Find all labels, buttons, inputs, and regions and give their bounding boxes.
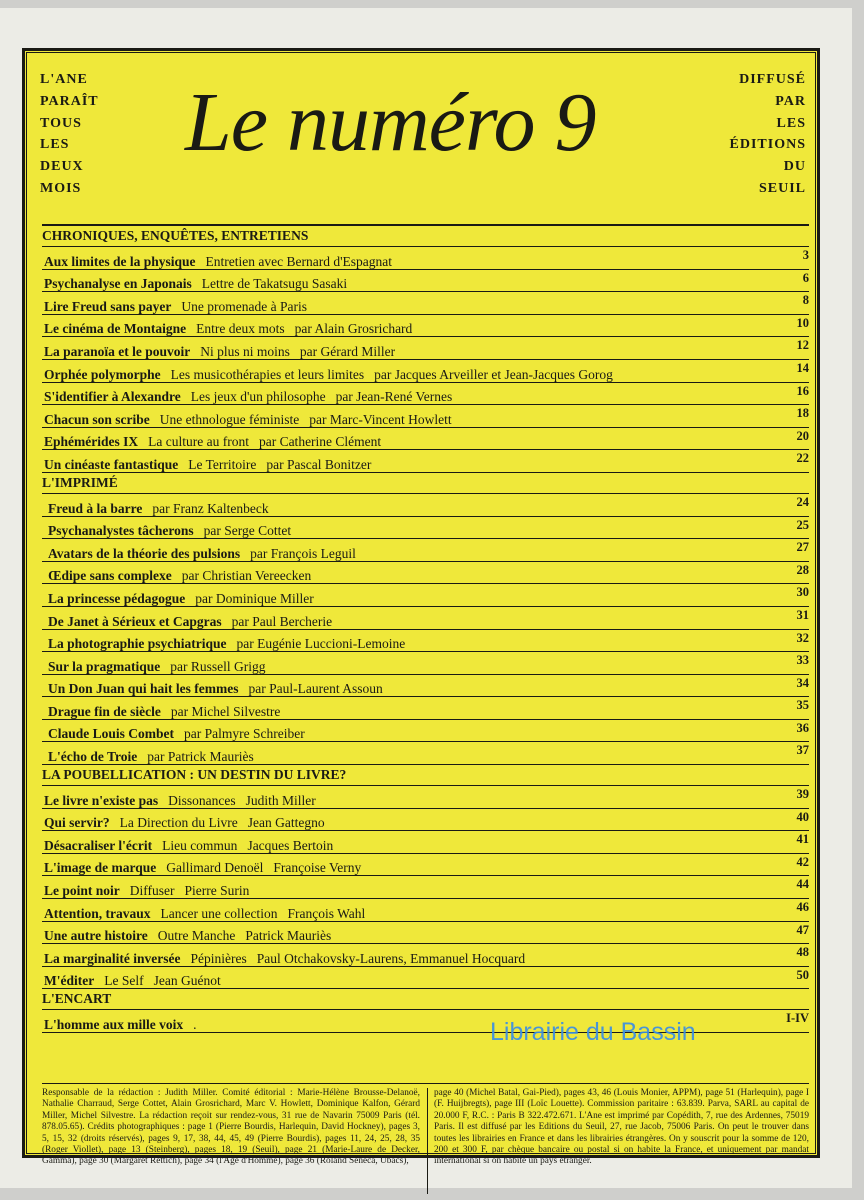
right-corner-line: SEUIL xyxy=(758,180,806,196)
entry-text xyxy=(44,276,347,292)
entry-title: Désacraliser l'écrit xyxy=(44,837,153,853)
entry-text xyxy=(44,254,392,270)
entry-detail: par Paul-Laurent Assoun xyxy=(248,681,383,697)
entry-detail: par Dominique Miller xyxy=(195,590,314,606)
toc-entry xyxy=(42,719,809,742)
toc-entry xyxy=(42,427,809,450)
entry-detail: . xyxy=(193,1017,197,1032)
entry-detail: par Pascal Bonitzer xyxy=(266,456,372,472)
entry-text xyxy=(44,299,307,315)
entry-detail: par Michel Silvestre xyxy=(170,703,281,719)
entry-title: Le livre n'existe pas xyxy=(44,792,159,808)
page-number: 39 xyxy=(796,787,809,802)
entry-text xyxy=(48,726,305,742)
entry-detail: Jacques Bertoin xyxy=(247,837,334,853)
page-number: 25 xyxy=(796,517,809,532)
section-heading: L'ENCART xyxy=(42,988,809,1009)
entry-detail: par Palmyre Schreiber xyxy=(184,726,305,742)
section-heading: CHRONIQUES, ENQUÊTES, ENTRETIENS xyxy=(42,225,809,246)
entry-text xyxy=(44,815,325,831)
page-number: 8 xyxy=(802,293,809,308)
entry-detail: par Franz Kaltenbeck xyxy=(152,500,269,516)
entry-detail: Le Territoire xyxy=(188,456,257,472)
entry-title: Le point noir xyxy=(44,883,120,899)
page-number: 37 xyxy=(796,743,809,758)
entry-detail: Une ethnologue féministe xyxy=(159,411,300,427)
entry-text xyxy=(44,906,365,922)
entry-title: La paranoïa et le pouvoir xyxy=(44,343,191,359)
entry-text xyxy=(44,928,331,944)
entry-text xyxy=(44,793,316,809)
page-number: 32 xyxy=(796,630,809,645)
toc-entry xyxy=(42,943,809,966)
entry-detail: Lettre de Takatsugu Sasaki xyxy=(201,276,348,292)
entry-detail: par Patrick Mauriès xyxy=(147,749,254,765)
page-number: 22 xyxy=(796,451,809,466)
bookseller-watermark: Librairie du Bassin xyxy=(490,1018,696,1046)
entry-detail: Une promenade à Paris xyxy=(181,298,307,314)
right-corner-line: DU xyxy=(783,159,806,175)
entry-text xyxy=(48,681,383,697)
entry-title: Sur la pragmatique xyxy=(48,658,161,674)
right-corner-line: DIFFUSÉ xyxy=(739,72,806,87)
entry-title: Freud à la barre xyxy=(48,500,143,516)
toc-entry xyxy=(42,741,809,764)
entry-detail: La Direction du Livre xyxy=(119,815,238,831)
toc-entry xyxy=(42,583,809,606)
colophon-right: page 40 (Michel Batal, Gai-Pied), pages 43, 46 (Louis Monier, APPM), page 51 (Harlequin), page I (F. Huijbregts), page III (Loïc Louette). Commission paritaire : 63.839. Parva, SARL au capital de 20.000 F, R.C. : Paris B 322.472.671. L'Ane est imprimé par Copédith, 7, rue des Ardennes, 75019 Paris. Il est diffusé par les Editions du Seuil, 27, rue Jacob, 75006 Paris. On peut le trouver dans toutes les librairies en France et dans les librairies étrangères. On y souscrit pour la somme de 120, 200 et 300 F, par chèque bancaire ou postal si on habite la France, et uniquement par mandat international si on habite un pays étranger. xyxy=(434,1088,809,1167)
entry-detail: Diffuser xyxy=(129,883,175,899)
toc-entry xyxy=(42,606,809,629)
entry-detail: Patrick Mauriès xyxy=(245,928,332,944)
page-number: 50 xyxy=(796,967,809,982)
contents-panel xyxy=(22,48,820,1167)
entry-text xyxy=(44,389,452,405)
left-corner-line: L'ANE xyxy=(40,72,88,87)
left-corner-line: PARAÎT xyxy=(40,93,99,109)
entry-title: Avatars de la théorie des pulsions xyxy=(48,545,241,561)
page-number: I-IV xyxy=(786,1011,809,1026)
page-number: 10 xyxy=(796,315,809,330)
entry-text xyxy=(44,344,395,360)
entry-title: Un cinéaste fantastique xyxy=(44,456,179,472)
entry-detail: Les musicothérapies et leurs limites xyxy=(170,366,365,382)
entry-detail: par Catherine Clément xyxy=(258,434,382,450)
colophon xyxy=(42,1083,809,1167)
entry-title: Psychanalystes tâcherons xyxy=(48,523,194,539)
entry-detail: par Paul Bercherie xyxy=(231,613,333,629)
left-corner-line: TOUS xyxy=(40,115,82,131)
entry-detail: Le Self xyxy=(104,973,144,989)
page-number: 41 xyxy=(796,832,809,847)
entry-text xyxy=(44,412,452,428)
toc-entry xyxy=(42,538,809,561)
entry-detail: Lieu commun xyxy=(162,837,238,853)
entry-text xyxy=(48,659,266,675)
page-number: 40 xyxy=(796,809,809,824)
entry-detail: par Russell Grigg xyxy=(170,658,266,674)
toc-entry xyxy=(42,291,809,314)
entry-text xyxy=(44,973,221,989)
page-number: 12 xyxy=(796,338,809,353)
page-number: 34 xyxy=(796,675,809,690)
page-number: 35 xyxy=(796,698,809,713)
entry-title: Claude Louis Combet xyxy=(48,726,175,742)
entry-text xyxy=(48,704,280,720)
entry-text xyxy=(48,501,269,517)
toc-entry xyxy=(42,516,809,539)
page-number: 44 xyxy=(796,877,809,892)
page-number: 16 xyxy=(796,383,809,398)
entry-title: S'identifier à Alexandre xyxy=(44,389,181,405)
entry-detail: Gallimard Denoël xyxy=(166,860,264,876)
entry-detail: par Jacques Arveiller et Jean-Jacques Gorog xyxy=(374,366,613,382)
toc-entry xyxy=(42,493,809,516)
entry-title: Drague fin de siècle xyxy=(48,703,161,719)
entry-detail: par Alain Grosrichard xyxy=(294,321,413,337)
entry-title: Aux limites de la physique xyxy=(44,253,196,269)
toc-entry xyxy=(42,269,809,292)
publication-frequency xyxy=(40,69,99,200)
page-number: 24 xyxy=(796,494,809,509)
entry-detail: Entre deux mots xyxy=(196,321,285,337)
entry-detail: par Jean-René Vernes xyxy=(335,389,453,405)
entry-detail: par François Leguil xyxy=(250,545,356,561)
entry-detail: Judith Miller xyxy=(245,792,316,808)
entry-text xyxy=(44,951,525,967)
toc-entry xyxy=(42,561,809,584)
entry-detail: La culture au front xyxy=(148,434,249,450)
entry-title: La princesse pédagogue xyxy=(48,590,186,606)
right-corner-line: PAR xyxy=(775,93,806,109)
entry-text xyxy=(48,568,311,584)
entry-title: Lire Freud sans payer xyxy=(44,298,172,314)
entry-detail: par Serge Cottet xyxy=(203,523,292,539)
page-number: 28 xyxy=(796,562,809,577)
entry-text xyxy=(44,1017,197,1033)
right-corner-line: ÉDITIONS xyxy=(729,137,806,153)
section-heading: L'IMPRIMÉ xyxy=(42,472,809,493)
left-corner-line: LES xyxy=(40,137,70,153)
entry-title: De Janet à Sérieux et Capgras xyxy=(48,613,222,629)
entry-detail: Françoise Verny xyxy=(273,860,362,876)
toc-entry xyxy=(42,853,809,876)
toc-entry xyxy=(42,674,809,697)
toc-entry xyxy=(42,966,809,989)
entry-detail: Lancer une collection xyxy=(160,905,278,921)
entry-text xyxy=(44,860,361,876)
page-number: 6 xyxy=(802,270,809,285)
entry-title: Orphée polymorphe xyxy=(44,366,161,382)
entry-title: L'écho de Troie xyxy=(48,749,138,765)
entry-title: Psychanalyse en Japonais xyxy=(44,276,192,292)
entry-title: Œdipe sans complexe xyxy=(48,568,172,584)
entry-text xyxy=(44,883,249,899)
page-number: 47 xyxy=(796,922,809,937)
colophon-left: Responsable de la rédaction : Judith Miller. Comité éditorial : Marie-Hélène Brousse-Delanoë, Nathalie Charraud, Serge Cottet, Alain Grosrichard, Marc V. Howlett, Dominique Kalfon, Gérard Miller, Michel Silvestre. La rédaction reçoit sur rendez-vous, 31 rue de Navarin 75009 Paris (tél. 878.05.65). Crédits photographiques : page 1 (Pierre Bourdis, Harlequin, David Hockney), pages 3, 5, 15, 32 (droits réservés), pages 9, 17, 38, 44, 45, 49 (Pierre Bourdis), pages 11, 24, 25, 28, 35 (Roger Viollet), page 13 (Steinberg), pages 18, 19 (Seuil), page 21 (Marie-Laure de Decker, Gamma), page 30 (Margaret Rettich), page 34 (l'Age d'Homme), page 36 (Roland Sénéca, Ubacs), xyxy=(42,1088,420,1167)
toc-entry xyxy=(42,875,809,898)
entry-detail: par Gérard Miller xyxy=(299,343,396,359)
entry-title: L'homme aux mille voix xyxy=(44,1017,184,1032)
magazine-page xyxy=(0,8,852,1188)
distributor-note xyxy=(730,69,806,200)
entry-title: L'image de marque xyxy=(44,860,157,876)
entry-detail: Pépinières xyxy=(190,950,247,966)
entry-text xyxy=(44,838,333,854)
toc-entry xyxy=(42,808,809,831)
section-heading: LA POUBELLICATION : UN DESTIN DU LIVRE? xyxy=(42,764,809,785)
page-number: 3 xyxy=(802,248,809,262)
entry-detail: Les jeux d'un philosophe xyxy=(190,389,326,405)
toc-entry xyxy=(42,921,809,944)
entry-detail: François Wahl xyxy=(287,905,366,921)
toc-entry xyxy=(42,651,809,674)
page-number: 36 xyxy=(796,720,809,735)
toc-entry xyxy=(42,359,809,382)
entry-text xyxy=(48,591,314,607)
entry-detail: Ni plus ni moins xyxy=(200,343,290,359)
entry-title: Une autre histoire xyxy=(44,928,148,944)
toc-entry xyxy=(42,629,809,652)
page-number: 27 xyxy=(796,540,809,555)
entry-text xyxy=(44,434,381,450)
issue-title: Le numéro 9 xyxy=(185,76,596,169)
left-corner-line: MOIS xyxy=(40,180,82,196)
entry-detail: Outre Manche xyxy=(157,928,236,944)
toc-entry xyxy=(42,449,809,472)
entry-text xyxy=(48,749,254,765)
page-number: 18 xyxy=(796,406,809,421)
table-of-contents xyxy=(42,224,809,1033)
entry-title: La photographie psychiatrique xyxy=(48,636,227,652)
entry-detail: Jean Gattegno xyxy=(247,815,325,831)
right-corner-line: LES xyxy=(776,115,806,131)
entry-title: M'éditer xyxy=(44,973,95,989)
toc-entry xyxy=(42,314,809,337)
entry-detail: Dissonances xyxy=(168,792,236,808)
entry-detail: Entretien avec Bernard d'Espagnat xyxy=(205,253,393,269)
page-number: 42 xyxy=(796,854,809,869)
toc-entry xyxy=(42,696,809,719)
entry-text xyxy=(48,523,291,539)
toc-entry xyxy=(42,898,809,921)
page-number: 48 xyxy=(796,945,809,960)
entry-detail: Jean Guénot xyxy=(153,973,221,989)
page-number: 30 xyxy=(796,585,809,600)
entry-text xyxy=(48,546,356,562)
entry-title: Le cinéma de Montaigne xyxy=(44,321,187,337)
entry-text xyxy=(44,367,613,383)
entry-title: Chacun son scribe xyxy=(44,411,150,427)
column-divider xyxy=(427,1088,428,1194)
toc-entry xyxy=(42,785,809,808)
entry-text xyxy=(48,636,405,652)
entry-detail: par Eugénie Luccioni-Lemoine xyxy=(236,636,406,652)
entry-title: La marginalité inversée xyxy=(44,950,181,966)
entry-text xyxy=(44,457,371,473)
page-number: 46 xyxy=(796,900,809,915)
page-number: 20 xyxy=(796,428,809,443)
entry-detail: par Christian Vereecken xyxy=(181,568,312,584)
toc-entry xyxy=(42,246,809,269)
entry-detail: par Marc-Vincent Howlett xyxy=(309,411,452,427)
entry-title: Ephémérides IX xyxy=(44,434,139,450)
toc-entry xyxy=(42,336,809,359)
left-corner-line: DEUX xyxy=(40,159,84,175)
entry-title: Attention, travaux xyxy=(44,905,151,921)
entry-detail: Pierre Surin xyxy=(184,883,250,899)
toc-entry xyxy=(42,382,809,405)
toc-entry xyxy=(42,404,809,427)
entry-text xyxy=(44,321,412,337)
page-number: 33 xyxy=(796,653,809,668)
entry-text xyxy=(48,614,332,630)
toc-entry xyxy=(42,830,809,853)
entry-title: Qui servir? xyxy=(44,815,110,831)
entry-title: Un Don Juan qui hait les femmes xyxy=(48,681,239,697)
page-number: 31 xyxy=(796,607,809,622)
page-number: 14 xyxy=(796,360,809,375)
entry-detail: Paul Otchakovsky-Laurens, Emmanuel Hocquard xyxy=(256,950,526,966)
